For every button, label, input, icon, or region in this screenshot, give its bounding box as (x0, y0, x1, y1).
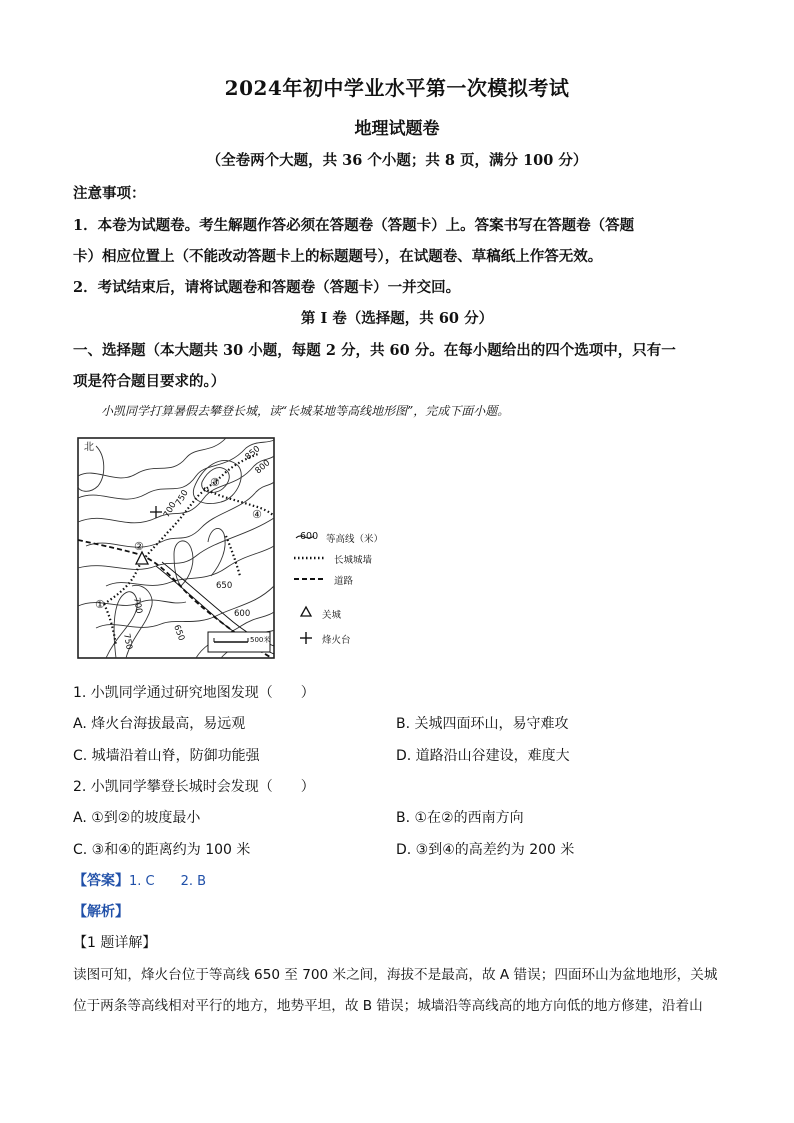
map-legend (292, 528, 412, 658)
label-800: 800 (253, 458, 273, 477)
q2-option-c: C. ③和④的距离约为 100 米 (73, 842, 251, 858)
q2-option-d: D. ③到④的高差约为 200 米 (396, 842, 575, 858)
point-2: ② (134, 540, 144, 553)
exam-subtitle: （全卷两个大题，共 36 个小题；共 8 页，满分 100 分） (206, 152, 588, 169)
answer-line (73, 870, 206, 890)
section-title: 第 I 卷（选择题，共 60 分） (300, 310, 494, 327)
q1-option-d: D. 道路沿山谷建设，难度大 (396, 748, 570, 764)
legend-road: 道路 (334, 576, 354, 587)
q1-option-b: B. 关城四面环山，易守难攻 (396, 716, 569, 732)
label-700b: 700 (131, 596, 144, 615)
subject-title: 地理试题卷 (354, 119, 440, 139)
notice-heading: 注意事项： (73, 185, 146, 202)
scale-label: 500米 (250, 636, 271, 644)
explanation-line2: 位于两条等高线相对平行的地方，地势平坦，故 B 错误；城墙沿等高线高的地方向低的地方修建，沿着山 (73, 998, 703, 1014)
label-600: 600 (234, 609, 251, 619)
part1-line1: 一、选择题（本大题共 30 小题，每题 2 分，共 60 分。在每小题给出的四个选项中，只有一 (73, 342, 676, 359)
explanation-line1: 读图可知，烽火台位于等高线 650 至 700 米之间，海拔不是最高，故 A 错误；四面环山为盆地地形，关城 (73, 967, 718, 983)
analysis-tag: 【解析】 (73, 904, 129, 920)
scale-bar (208, 632, 270, 652)
q2-stem: 2. 小凯同学攀登长城时会发现（ ） (73, 779, 315, 795)
q2-option-b: B. ①在②的西南方向 (396, 810, 524, 826)
point-1: ① (95, 598, 105, 611)
legend-wall: 长城城墙 (334, 555, 373, 566)
label-650b: 650 (171, 623, 187, 643)
notice-item2: 2．考试结束后，请将试题卷和答题卷（答题卡）一并交回。 (73, 279, 461, 296)
label-850: 850 (243, 444, 263, 463)
label-700: 700 (161, 500, 179, 520)
legend-beacon: 烽火台 (322, 635, 351, 646)
label-750: 750 (173, 488, 191, 508)
q1-option-c: C. 城墙沿着山脊，防御功能强 (73, 748, 260, 764)
legend-pass: 关城 (322, 610, 342, 621)
answer-tag: 【答案】 (73, 873, 129, 889)
q1-option-a: A. 烽火台海拔最高，易远观 (73, 716, 246, 732)
label-750b: 750 (121, 632, 134, 651)
north-label: 北 (84, 442, 94, 453)
question-intro: 小凯同学打算暑假去攀登长城，读“长城某地等高线地形图”，完成下面小题。 (101, 404, 510, 418)
part1-line2: 项是符合题目要求的。） (73, 373, 226, 390)
label-650: 650 (216, 581, 233, 591)
legend-contour-value: 600 (300, 531, 319, 542)
q2-option-a: A. ①到②的坡度最小 (73, 810, 201, 826)
q1-stem: 1. 小凯同学通过研究地图发现（ ） (73, 685, 315, 701)
legend-contour: 等高线（米） (326, 534, 384, 545)
exam-title: 2024年初中学业水平第一次模拟考试 (224, 76, 570, 100)
notice-item1-line1: 1．本卷为试题卷。考生解题作答必须在答题卷（答题卡）上。答案书写在答题卷（答题 (73, 217, 635, 234)
answer-values: 1. C 2. B (129, 874, 207, 889)
notice-item1-line2: 卡）相应位置上（不能改动答题卡上的标题题号），在试题卷、草稿纸上作答无效。 (73, 248, 603, 265)
point-4: ④ (252, 508, 262, 521)
detail-tag: 【1 题详解】 (73, 935, 157, 951)
point-3: ③ (210, 476, 220, 489)
